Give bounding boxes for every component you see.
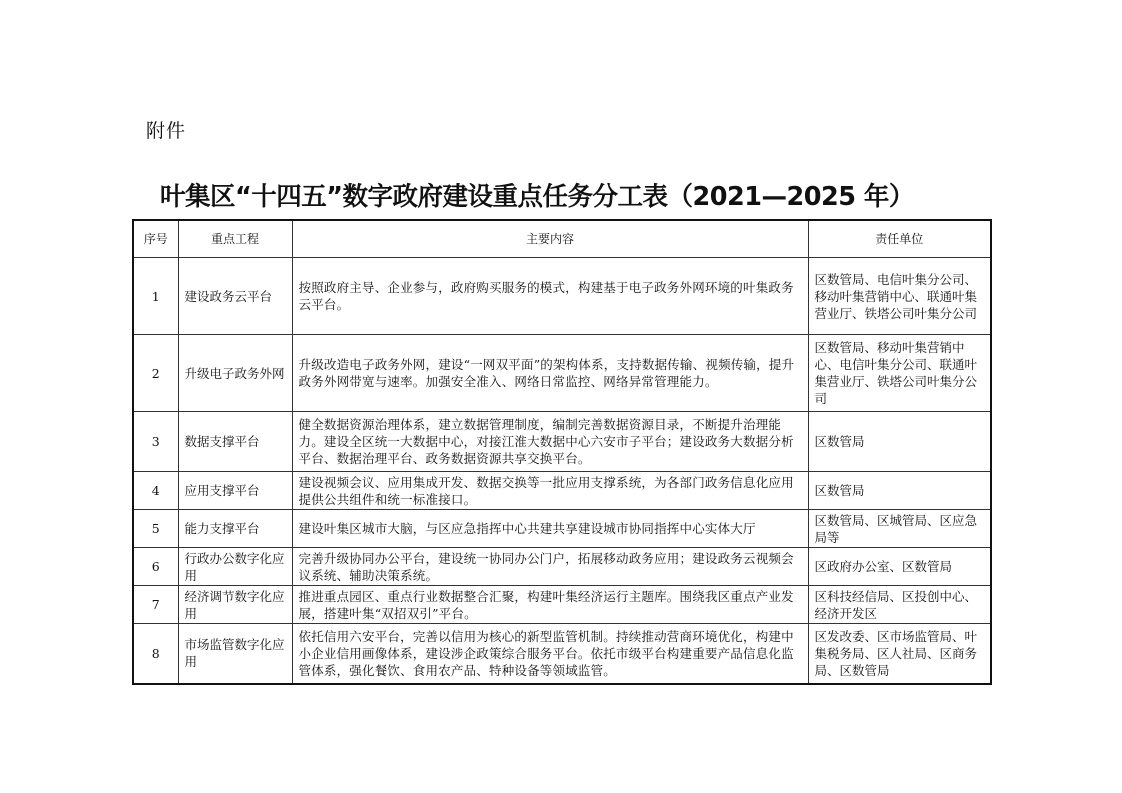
row-units: 区政府办公室、区数管局 bbox=[808, 548, 991, 586]
row-units: 区数管局、区城管局、区应急局等 bbox=[808, 510, 991, 548]
row-units: 区数管局 bbox=[808, 412, 991, 472]
document-title: 叶集区“十四五”数字政府建设重点任务分工表（2021—2025 年） bbox=[160, 182, 914, 212]
header-no: 序号 bbox=[133, 220, 178, 258]
row-number: 2 bbox=[133, 335, 178, 412]
table-row bbox=[133, 258, 991, 335]
row-units: 区科技经信局、区投创中心、经济开发区 bbox=[808, 586, 991, 624]
row-project: 经济调节数字化应用 bbox=[178, 586, 292, 624]
row-units: 区数管局、电信叶集分公司、移动叶集营销中心、联通叶集营业厅、铁塔公司叶集分公司 bbox=[808, 258, 991, 335]
row-content: 升级改造电子政务外网，建设“一网双平面”的架构体系，支持数据传输、视频传输，提升政务外网带宽与速率。加强安全准入、网络日常监控、网络异常管理能力。 bbox=[292, 335, 808, 412]
row-units: 区数管局、移动叶集营销中心、电信叶集分公司、联通叶集营业厅、铁塔公司叶集分公司 bbox=[808, 335, 991, 412]
row-number: 7 bbox=[133, 586, 178, 624]
row-project: 能力支撑平台 bbox=[178, 510, 292, 548]
row-content: 推进重点园区、重点行业数据整合汇聚，构建叶集经济运行主题库。围绕我区重点产业发展，搭建叶集“双招双引”平台。 bbox=[292, 586, 808, 624]
row-content: 建设视频会议、应用集成开发、数据交换等一批应用支撑系统，为各部门政务信息化应用提供公共组件和统一标准接口。 bbox=[292, 472, 808, 510]
table-row bbox=[133, 472, 991, 510]
table-row bbox=[133, 412, 991, 472]
row-units: 区发改委、区市场监管局、叶集税务局、区人社局、区商务局、区数管局 bbox=[808, 624, 991, 684]
row-project: 数据支撑平台 bbox=[178, 412, 292, 472]
row-number: 4 bbox=[133, 472, 178, 510]
table-row bbox=[133, 624, 991, 684]
row-content: 健全数据资源治理体系，建立数据管理制度，编制完善数据资源目录，不断提升治理能力。建设全区统一大数据中心，对接江淮大数据中心六安市子平台；建设政务大数据分析平台、数据治理平台、政务数据资源共享交换平台。 bbox=[292, 412, 808, 472]
row-units: 区数管局 bbox=[808, 472, 991, 510]
row-project: 建设政务云平台 bbox=[178, 258, 292, 335]
row-project: 应用支撑平台 bbox=[178, 472, 292, 510]
table-header-row bbox=[133, 220, 991, 258]
header-units: 责任单位 bbox=[808, 220, 991, 258]
row-content: 建设叶集区城市大脑，与区应急指挥中心共建共享建设城市协同指挥中心实体大厅 bbox=[292, 510, 808, 548]
row-content: 依托信用六安平台，完善以信用为核心的新型监管机制。持续推动营商环境优化，构建中小企业信用画像体系，建设涉企政策综合服务平台。依托市级平台构建重要产品信息化监管体系，强化餐饮、食用农产品、特种设备等领域监管。 bbox=[292, 624, 808, 684]
row-content: 完善升级协同办公平台，建设统一协同办公门户，拓展移动政务应用；建设政务云视频会议系统、辅助决策系统。 bbox=[292, 548, 808, 586]
table-row bbox=[133, 510, 991, 548]
row-number: 3 bbox=[133, 412, 178, 472]
header-content: 主要内容 bbox=[292, 220, 808, 258]
row-number: 5 bbox=[133, 510, 178, 548]
row-number: 1 bbox=[133, 258, 178, 335]
table-row bbox=[133, 335, 991, 412]
header-project: 重点工程 bbox=[178, 220, 292, 258]
attachment-label: 附件 bbox=[146, 120, 187, 142]
table-row bbox=[133, 548, 991, 586]
row-project: 升级电子政务外网 bbox=[178, 335, 292, 412]
row-number: 8 bbox=[133, 624, 178, 684]
row-content: 按照政府主导、企业参与，政府购买服务的模式，构建基于电子政务外网环境的叶集政务云平台。 bbox=[292, 258, 808, 335]
task-table bbox=[132, 219, 992, 685]
row-number: 6 bbox=[133, 548, 178, 586]
row-project: 市场监管数字化应用 bbox=[178, 624, 292, 684]
row-project: 行政办公数字化应用 bbox=[178, 548, 292, 586]
table-row bbox=[133, 586, 991, 624]
